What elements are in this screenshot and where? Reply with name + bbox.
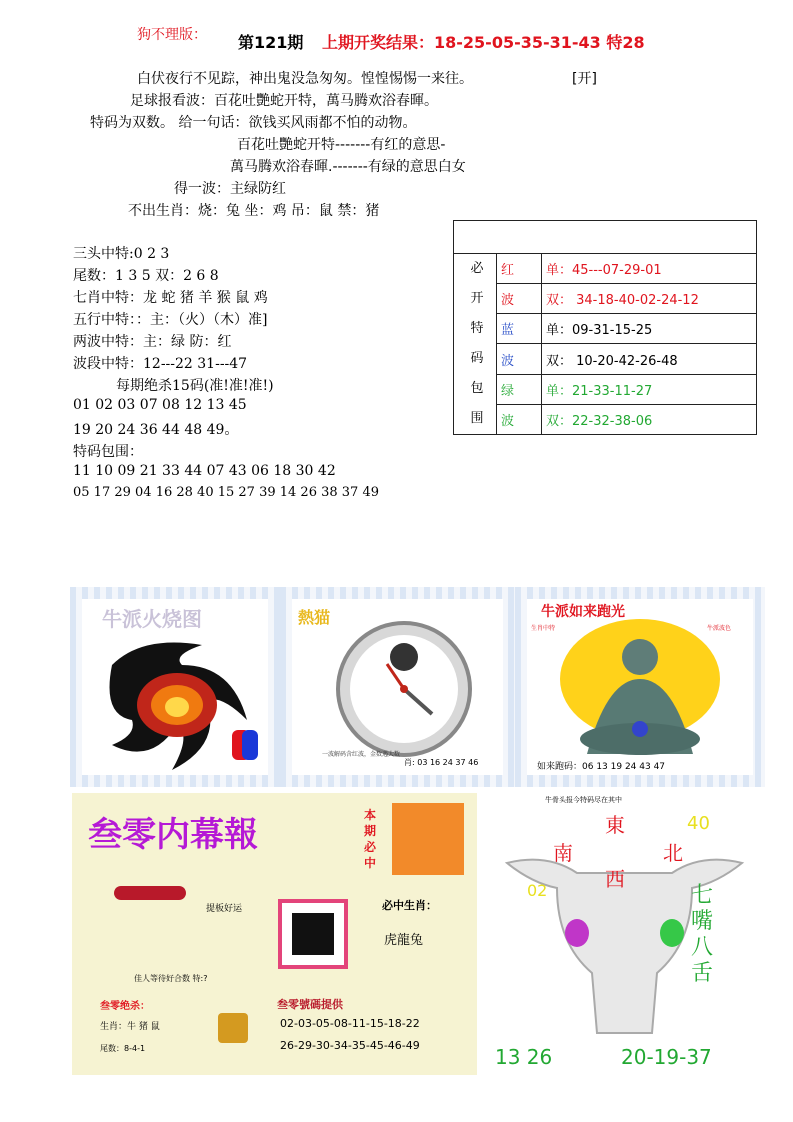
- panel-skull-east: 東: [605, 813, 625, 837]
- panel-report-numbers-2: 26-29-30-34-35-45-46-49: [280, 1039, 420, 1052]
- panel-skull-40: 40: [687, 813, 710, 834]
- fire-emblem-icon: [82, 625, 268, 775]
- panel-buddha: [515, 587, 765, 787]
- panel-skull-02: 02: [527, 881, 548, 900]
- panel-buddha-title: 牛派如来跑光: [541, 604, 625, 620]
- panel-clock-title: 熱猫: [298, 608, 331, 627]
- panel-clock: [280, 587, 515, 787]
- panel-skull-bottom-right: 20-19-37: [621, 1045, 712, 1069]
- panel-report-badge: 本期必中: [364, 808, 377, 870]
- table-color-cell: 蓝: [497, 314, 542, 344]
- last-result: 上期开奖结果：18-25-05-35-31-43 特28: [322, 33, 645, 52]
- wave-table: [453, 220, 757, 435]
- panel-report-zodiac: 生肖：牛 猪 鼠: [100, 1022, 160, 1032]
- poem-line-3: 特码为双数。 给一句话：欲钱买风雨都不怕的动物。: [90, 115, 417, 131]
- panel-report-must-values: 虎龍兔: [384, 933, 424, 948]
- stats-line: 三头中特:0 2 3: [73, 246, 170, 262]
- panel-report-line2: 叁零绝杀：: [100, 1001, 150, 1012]
- panel-report-numbers-1: 02-03-05-08-11-15-18-22: [280, 1017, 420, 1030]
- panel-report-title: 叁零内幕報: [88, 815, 258, 855]
- poem-line-7: 不出生肖：烧：兔 坐：鸡 吊：鼠 禁：猪: [128, 203, 380, 219]
- buddha-icon: [527, 619, 753, 759]
- table-color-cell: 波: [497, 404, 542, 434]
- panel-clock-numbers: 肖: 03 16 24 37 46: [404, 758, 479, 767]
- ox-skull-icon: [487, 823, 762, 1043]
- table-color-cell: 波: [497, 284, 542, 314]
- brand-label: 狗不理版：: [137, 27, 207, 43]
- panel-skull-north: 北: [663, 841, 683, 865]
- panel-report-provide: 叁零號碼提供: [277, 998, 343, 1011]
- poem-line-5: 萬马腾欢浴春暉.-------有绿的意思白女: [230, 159, 466, 175]
- panel-skull-west: 西: [605, 867, 625, 891]
- panel-clock-note: 一波解码含红波，金数遇大数: [322, 751, 401, 758]
- panel-buddha-right: 牛派波色: [707, 625, 732, 632]
- stats-line: 波段中特：12---22 31---47: [73, 356, 248, 372]
- panel-skull-south: 南: [553, 841, 573, 865]
- panel-report-tail: 尾数：8-4-1: [100, 1044, 146, 1053]
- stats-line: 11 10 09 21 33 44 07 43 06 18 30 42: [73, 463, 336, 479]
- panel-skull: [487, 793, 762, 1073]
- table-row: 单：09-31-15-25: [542, 314, 757, 344]
- table-row: 单：21-33-11-27: [542, 374, 757, 404]
- table-color-cell: 红: [497, 254, 542, 284]
- panel-report-must: 必中生肖：: [382, 899, 437, 912]
- panel-skull-side: 七嘴八舌: [691, 883, 714, 986]
- stats-line: 五行中特：：主：（火）（木）准]: [73, 312, 268, 328]
- snake-emblem-icon: [218, 1013, 248, 1043]
- vertical-label: 必 开 特 码 包 围: [454, 254, 497, 435]
- table-row: 双： 34-18-40-02-24-12: [542, 284, 757, 314]
- panel-skull-bottom-left: 13 26: [495, 1045, 553, 1069]
- storm-icon: [278, 899, 348, 969]
- panel-report: [72, 793, 477, 1075]
- poem-line-2: 足球报看波：百花吐艷蛇开特，萬马腾欢浴春暉。: [130, 93, 438, 109]
- poem-line-1-tag: [开]: [572, 71, 597, 87]
- stats-line: 01 02 03 07 08 12 13 45: [73, 397, 247, 413]
- poem-line-1: 白伏夜行不见踪，神出鬼没急匆匆。惶惶惕惕一来往。: [137, 71, 473, 87]
- table-header: [454, 221, 757, 254]
- table-row: 单：45---07-29-01: [542, 254, 757, 284]
- panel-fire-title: 牛派火烧图: [102, 607, 202, 631]
- stats-line: 尾数：1 3 5 双：2 6 8: [73, 268, 219, 284]
- stats-line: 每期绝杀15码(准!准!准!): [116, 378, 274, 394]
- stats-line: 19 20 24 36 44 48 49。: [73, 422, 239, 438]
- panel-buddha-numbers: 如来跑码：06 13 19 24 43 47: [537, 762, 666, 772]
- report-red-bar: [114, 886, 186, 900]
- clock-icon: [292, 609, 503, 759]
- stats-line: 特码包围：: [73, 444, 143, 460]
- poem-line-6: 得一波：主绿防红: [174, 181, 286, 197]
- table-color-cell: 绿: [497, 374, 542, 404]
- stats-line: 七肖中特：龙 蛇 猪 羊 猴 鼠 鸡: [73, 290, 268, 306]
- stats-line: 两波中特：主：绿 防：红: [73, 334, 232, 350]
- issue-number: 第121期: [238, 33, 304, 52]
- panel-skull-top: 牛骨头报今特码尽在其中: [545, 796, 622, 804]
- panel-fire: [70, 587, 280, 787]
- panel-report-line1: 佳人等待好合数 特:?: [134, 974, 208, 983]
- panel-report-tag: 提板好运: [206, 904, 243, 914]
- stats-line: 05 17 29 04 16 28 40 15 27 39 14 26 38 37 49: [73, 485, 379, 500]
- report-portrait: [392, 803, 464, 875]
- panel-buddha-left: 生肖中特: [531, 625, 556, 632]
- table-color-cell: 波: [497, 344, 542, 374]
- poem-line-4: 百花吐艷蛇开特-------有红的意思-: [237, 137, 446, 153]
- table-row: 双：22-32-38-06: [542, 404, 757, 434]
- table-row: 双： 10-20-42-26-48: [542, 344, 757, 374]
